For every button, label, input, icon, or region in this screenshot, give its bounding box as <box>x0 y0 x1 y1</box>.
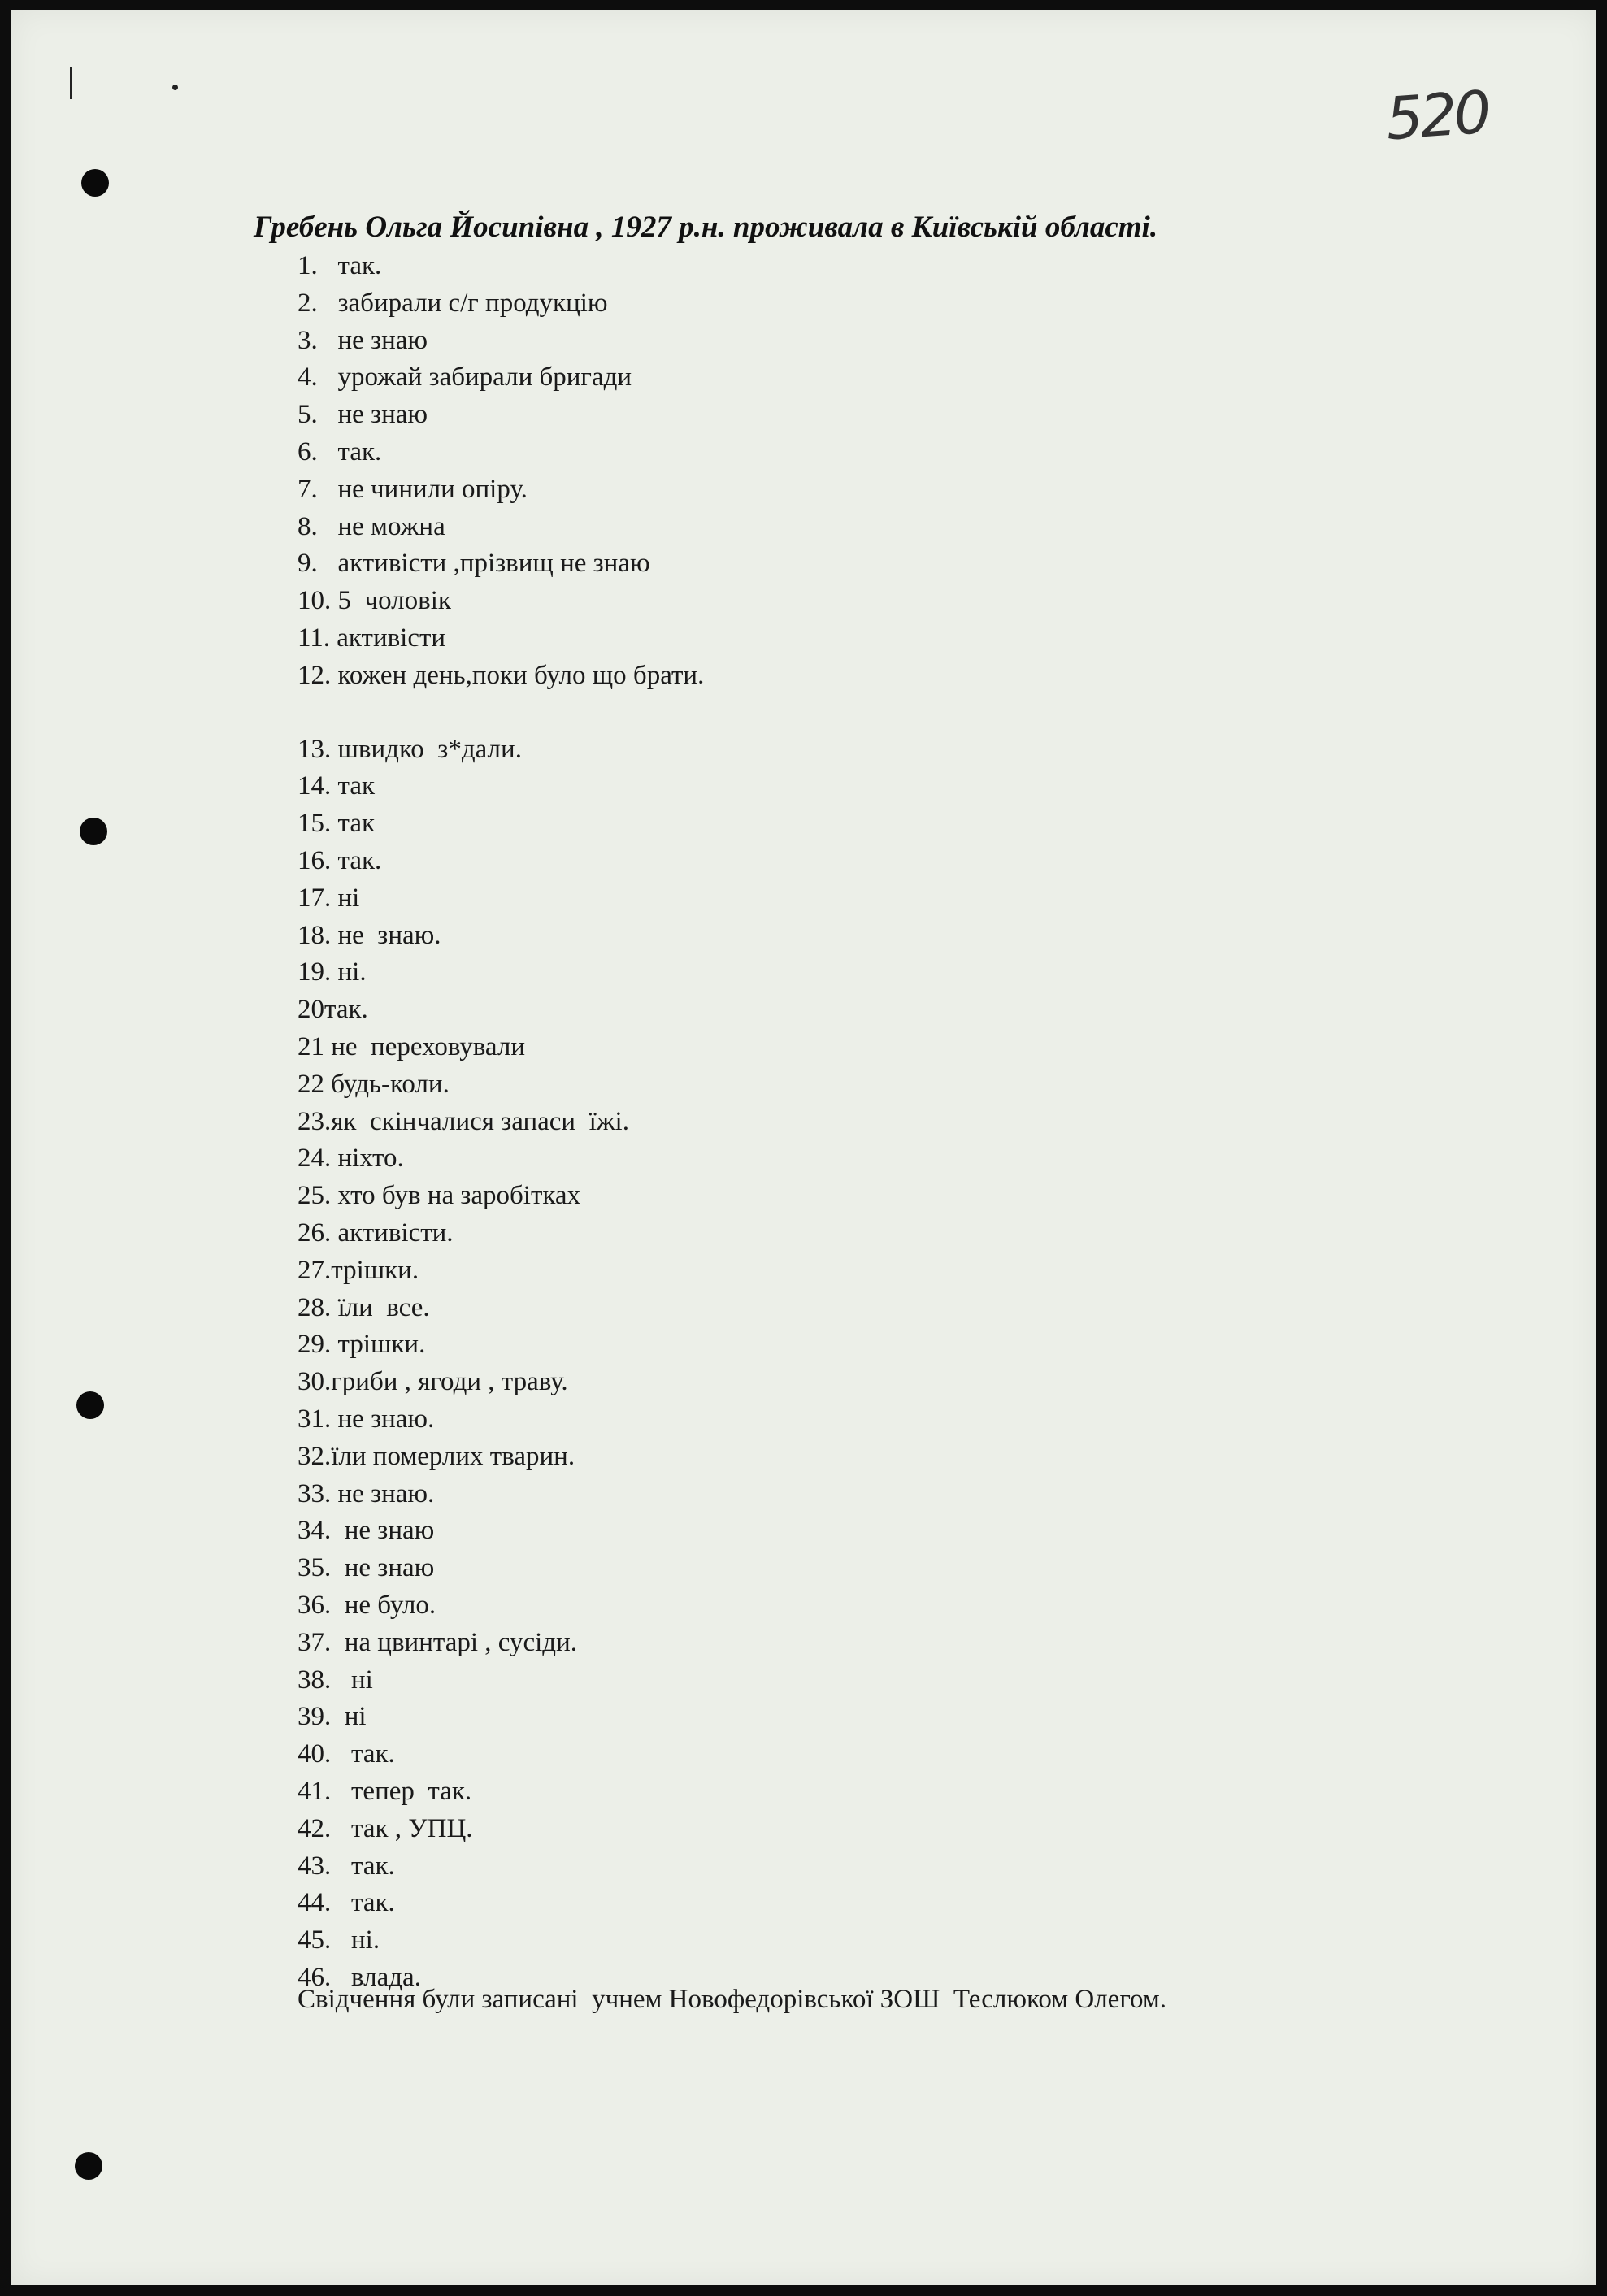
answer-item: 37. на цвинтарі , сусіди. <box>298 1628 577 1657</box>
answer-item: 40. так. <box>298 1739 395 1769</box>
answer-item: 30.гриби , ягоди , траву. <box>298 1367 568 1396</box>
answer-item: 34. не знаю <box>298 1516 435 1545</box>
answer-item: 9. активісти ,прізвищ не знаю <box>298 549 650 578</box>
answer-item: 32.їли померлих тварин. <box>298 1442 575 1471</box>
answer-item: 41. тепер так. <box>298 1777 472 1806</box>
answer-item: 15. так <box>298 809 376 838</box>
answer-item: 46. влада. <box>298 1963 421 1992</box>
answer-item: 10. 5 чоловік <box>298 586 451 615</box>
answer-item: 2. забирали с/г продукцію <box>298 289 608 318</box>
answer-item: 3. не знаю <box>298 326 428 355</box>
answer-item: 44. так. <box>298 1888 395 1917</box>
answer-item: 42. так , УПЦ. <box>298 1814 473 1843</box>
answer-item: 38. ні <box>298 1665 373 1695</box>
answer-item: 12. кожен день,поки було що брати. <box>298 661 705 690</box>
answer-item: 23.як скінчалися запаси їжі. <box>298 1107 629 1136</box>
answer-item: 1. так. <box>298 251 382 280</box>
answer-item: 45. ні. <box>298 1925 380 1955</box>
answer-item: 13. швидко з*дали. <box>298 735 522 764</box>
answer-item: 35. не знаю <box>298 1553 435 1582</box>
answer-item: 18. не знаю. <box>298 921 441 950</box>
answer-item: 33. не знаю. <box>298 1479 435 1508</box>
answer-item: 26. активісти. <box>298 1218 454 1248</box>
answer-item: 24. ніхто. <box>298 1144 404 1173</box>
recorder-note: Свідчення були записані учнем Новофедорівської ЗОШ Теслюком Олегом. <box>298 1985 1167 2014</box>
answer-item: 28. їли все. <box>298 1293 430 1322</box>
answer-item: 36. не було. <box>298 1591 436 1620</box>
answer-item: 6. так. <box>298 437 382 467</box>
answer-item: 22 будь-коли. <box>298 1070 450 1099</box>
answer-item: 20так. <box>298 995 368 1024</box>
answer-item: 19. ні. <box>298 957 367 987</box>
answer-item: 39. ні <box>298 1702 367 1731</box>
answer-item: 11. активісти <box>298 623 446 653</box>
answer-item: 27.трішки. <box>298 1256 419 1285</box>
answer-item: 43. так. <box>298 1851 395 1881</box>
document-title: Гребень Ольга Йосипівна , 1927 р.н. проживала в Київській області. <box>254 211 1158 244</box>
answer-item: 5. не знаю <box>298 400 428 429</box>
page-number: 520 <box>1383 77 1491 154</box>
answer-item: 21 не переховували <box>298 1032 525 1061</box>
answer-item: 8. не можна <box>298 512 445 541</box>
answer-item: 14. так <box>298 771 376 801</box>
answer-item: 16. так. <box>298 846 382 875</box>
answer-item: 17. ні <box>298 883 360 913</box>
answer-item: 4. урожай забирали бригади <box>298 362 632 392</box>
answer-item: 25. хто був на заробітках <box>298 1181 581 1210</box>
answer-item: 7. не чинили опіру. <box>298 475 528 504</box>
answer-item: 31. не знаю. <box>298 1404 435 1434</box>
answer-item: 29. трішки. <box>298 1330 426 1359</box>
